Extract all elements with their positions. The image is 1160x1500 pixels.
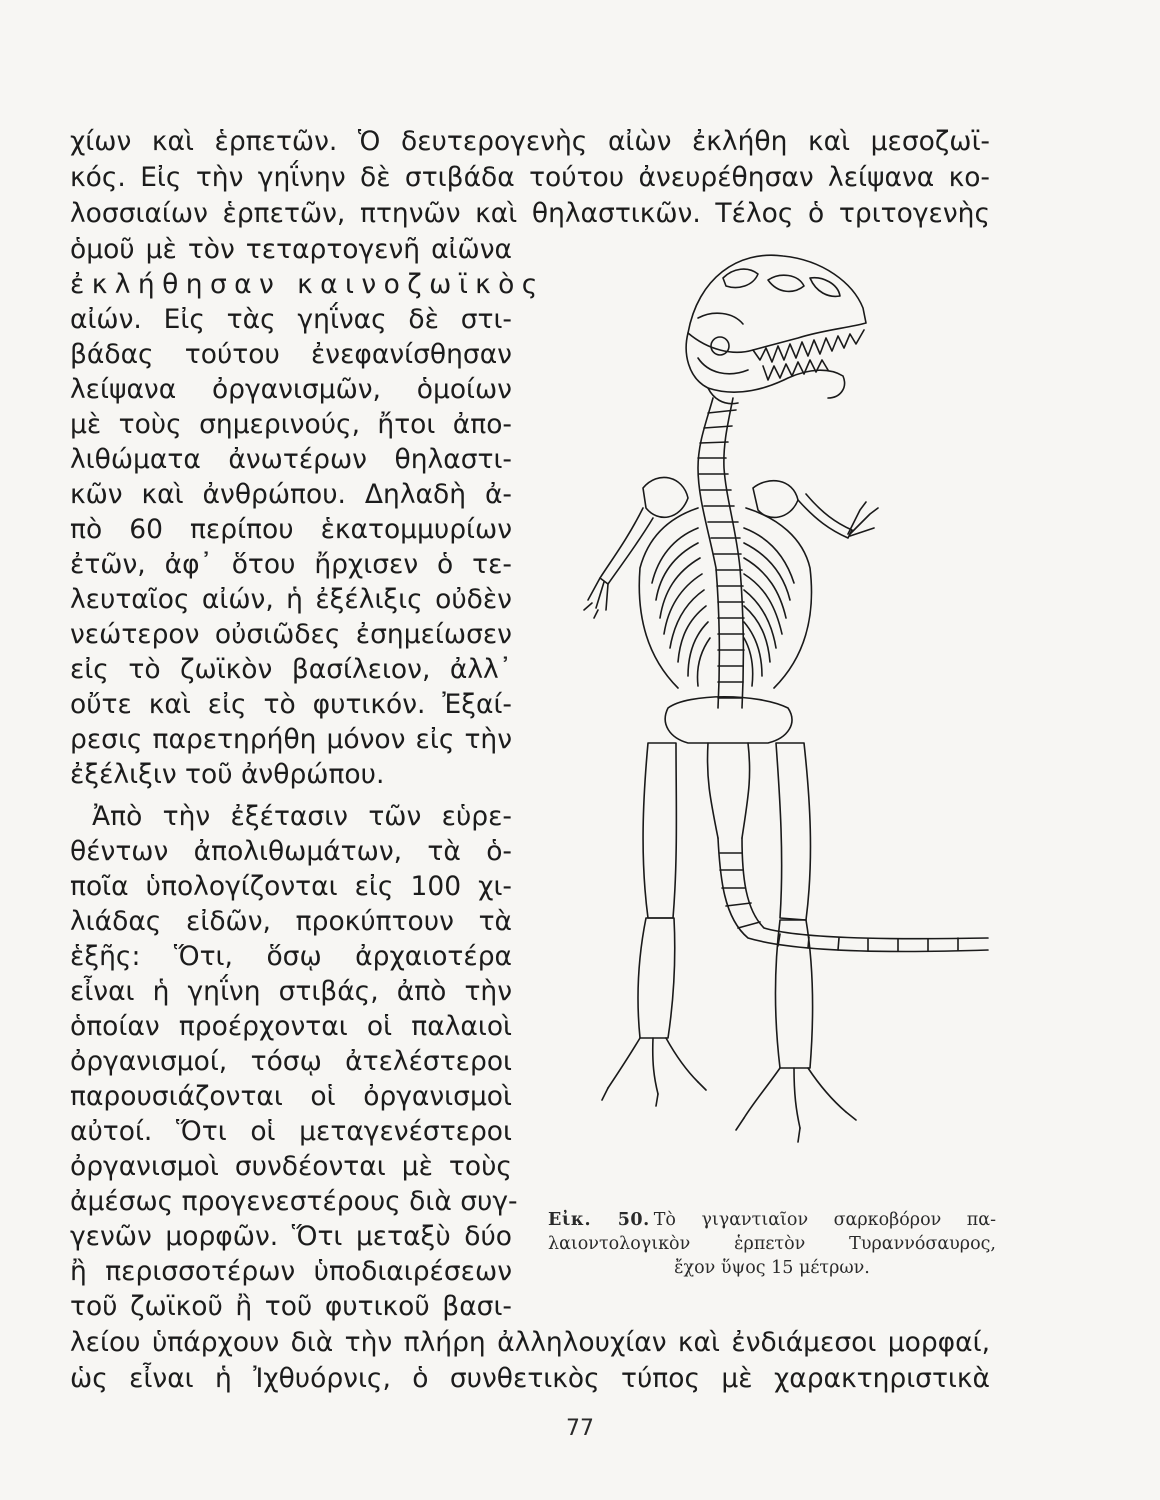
text-line: ὁμοῦ μὲ τὸν τεταρτογενῆ αἰῶνα — [70, 234, 512, 265]
figure-caption — [548, 1208, 996, 1280]
text-line: ὀργανισμοί, τόσῳ ἀτελέστεροι — [70, 1046, 512, 1077]
skull-drawing — [686, 255, 866, 403]
text-line: μὲ τοὺς σημερινούς, ἤτοι ἀπο- — [70, 409, 512, 440]
text-line: νεώτερον οὐσιῶδες ἐσημείωσεν — [70, 619, 512, 650]
caption-line: λαιοντολογικὸν ἑρπετὸν Τυραννόσαυρος, — [548, 1234, 996, 1254]
text-line: χίων καὶ ἑρπετῶν. Ὁ δευτερογενὴς αἰὼν ἐκλήθη καὶ μεσοζωϊ- — [70, 126, 990, 157]
text-line: εἰς τὸ ζωϊκὸν βασίλειον, ἀλλ᾽ — [70, 654, 512, 685]
leg-drawing — [602, 743, 856, 1142]
text-line: θέντων ἀπολιθωμάτων, τὰ ὁ- — [70, 836, 512, 867]
text-line: ἐξέλιξιν τοῦ ἀνθρώπου. — [70, 759, 385, 790]
spine-drawing — [698, 398, 744, 708]
text-line: λείψανα ὀργανισμῶν, ὁμοίων — [70, 374, 512, 405]
text-line: αἰών. Εἰς τὰς γηΐνας δὲ στι- — [70, 304, 512, 335]
text-line: πὸ 60 περίπου ἑκατομμυρίων — [70, 514, 512, 545]
text-line: ποῖα ὑπολογίζονται εἰς 100 χι- — [70, 871, 512, 902]
text-line: κός. Εἰς τὴν γηΐνην δὲ στιβάδα τούτου ἀνευρέθησαν λείψανα κο- — [70, 162, 990, 193]
text-line: λιθώματα ἀνωτέρων θηλαστι- — [70, 444, 512, 475]
text-line: οὔτε καὶ εἰς τὸ φυτικόν. Ἐξαί- — [70, 689, 512, 720]
text-line: ἀμέσως προγενεστέρους διὰ συγ- — [70, 1186, 518, 1217]
text-line: ἐκλήθησαν καινοζωϊκὸς — [70, 269, 545, 300]
text-line: ὀργανισμοὶ συνδέονται μὲ τοὺς — [70, 1151, 512, 1182]
text-line: αὐτοί. Ὅτι οἱ μεταγενέστεροι — [70, 1116, 512, 1147]
text-line: κῶν καὶ ἀνθρώπου. Δηλαδὴ ἀ- — [70, 479, 512, 510]
text-line: εἶναι ἡ γηΐνη στιβάς, ἀπὸ τὴν — [70, 976, 512, 1007]
caption-line: Τὸ γιγαντιαῖον σαρκοβόρον πα- — [653, 1210, 996, 1230]
text-line: ὁποίαν προέρχονται οἱ παλαιοὶ — [70, 1011, 512, 1042]
text-line: βάδας τούτου ἐνεφανίσθησαν — [70, 339, 512, 370]
text-line: Ἀπὸ τὴν ἐξέτασιν τῶν εὑρε- — [92, 801, 512, 832]
caption-line: ἔχον ὕψος 15 μέτρων. — [674, 1258, 870, 1278]
text-line: τοῦ ζωϊκοῦ ἢ τοῦ φυτικοῦ βασι- — [70, 1291, 512, 1322]
tail-drawing — [718, 838, 988, 952]
figure-label: Εἰκ. 50. — [548, 1210, 650, 1230]
text-line: λευταῖος αἰών, ἡ ἐξέλιξις οὐδὲν — [70, 584, 512, 615]
text-line: γενῶν μορφῶν. Ὅτι μεταξὺ δύο — [70, 1221, 512, 1252]
page-number: 77 — [566, 1416, 594, 1441]
tyrannosaurus-skeleton-illustration — [548, 238, 998, 1168]
text-line: λιάδας εἰδῶν, προκύπτουν τὰ — [70, 906, 512, 937]
text-line: παρουσιάζονται οἱ ὀργανισμοὶ — [70, 1081, 512, 1112]
text-line: ἢ περισσοτέρων ὑποδιαιρέσεων — [70, 1256, 512, 1287]
ribcage-drawing — [639, 508, 811, 688]
text-line: λοσσιαίων ἑρπετῶν, πτηνῶν καὶ θηλαστικῶν. Τέλος ὁ τριτογενὴς — [70, 198, 990, 229]
text-line: λείου ὑπάρχουν διὰ τὴν πλήρη ἀλληλουχίαν καὶ ἐνδιάμεσοι μορφαί, — [70, 1327, 990, 1358]
shoulder-drawing — [643, 477, 798, 517]
pelvis-drawing — [665, 697, 792, 838]
text-line: ἑξῆς: Ὅτι, ὅσῳ ἀρχαιοτέρα — [70, 941, 512, 972]
text-line: ρεσις παρετηρήθη μόνον εἰς τὴν — [70, 724, 512, 755]
text-line: ἐτῶν, ἀφ᾽ ὅτου ἤρχισεν ὁ τε- — [70, 549, 512, 580]
text-line: ὡς εἶναι ἡ Ἰχθυόρνις, ὁ συνθετικὸς τύπος μὲ χαρακτηριστικὰ — [70, 1363, 990, 1394]
